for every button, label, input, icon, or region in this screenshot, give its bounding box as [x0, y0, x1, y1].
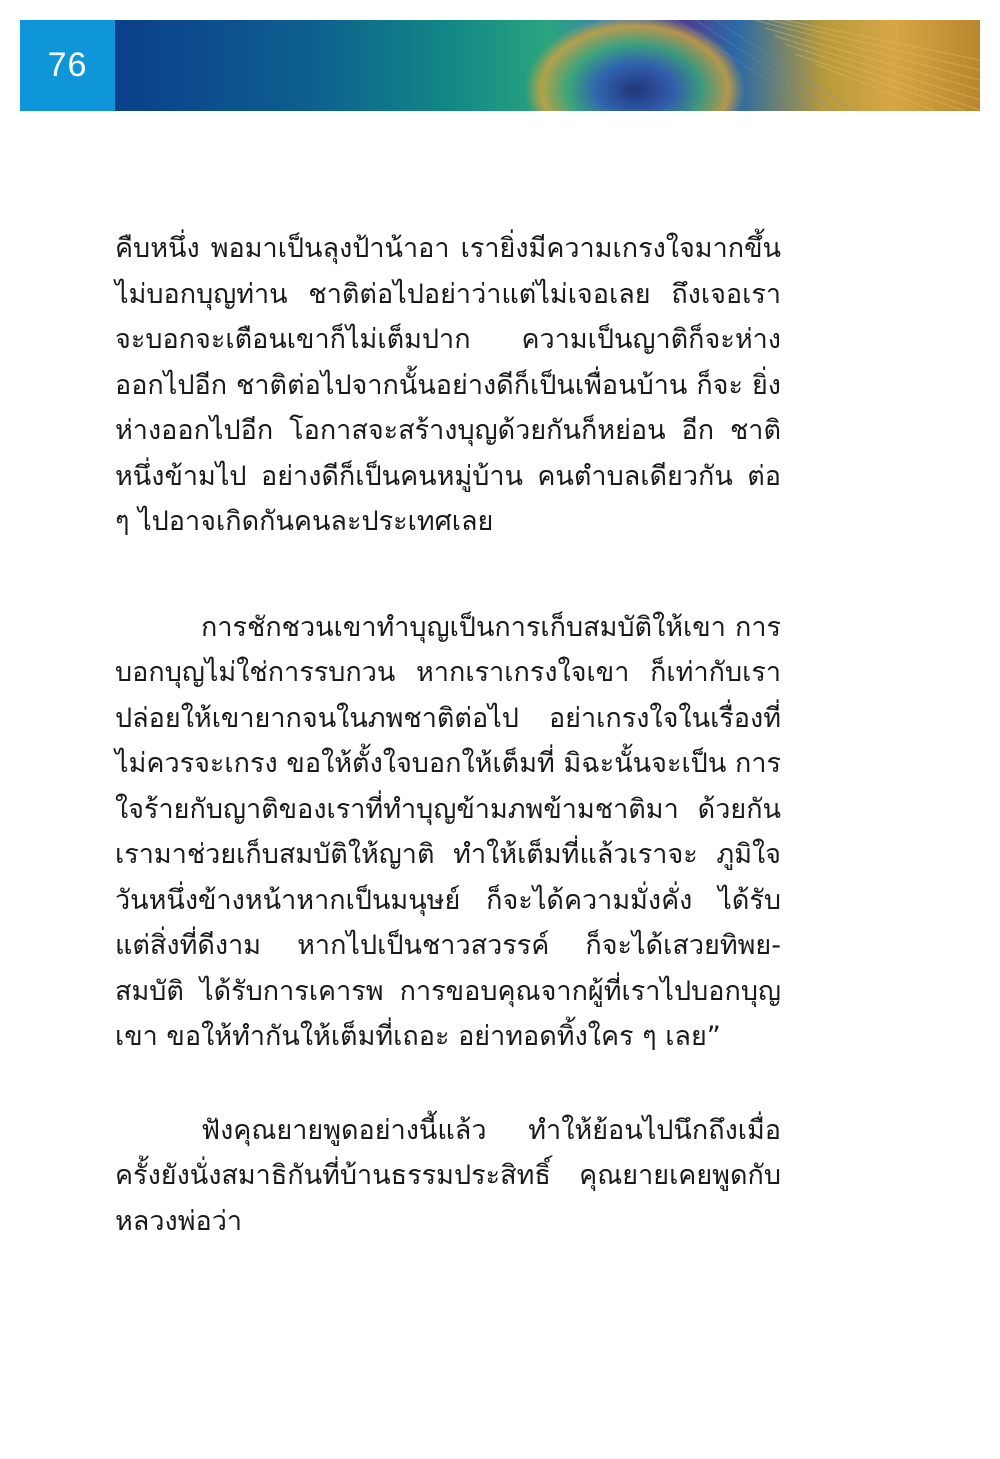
- paragraph-2: การชักชวนเขาทำบุญเป็นการเก็บสมบัติให้เขา การ บอกบุญไม่ใช่การรบกวน หากเราเกรงใจเขา ก็เท่ากับเรา ปล่อยให้เขายากจนในภพชาติต่อไป อย่าเกรงใจในเรื่องที่ ไม่ควรจะเกรง ขอให้ตั้งใจบอกให้เต็มที่ มิฉะนั้นจะเป็น การใจร้ายกับญาติของเราที่ทำบุญข้ามภพข้ามชาติมา ด้วยกัน เรามาช่วยเก็บสมบัติให้ญาติ ทำให้เต็มที่แล้วเราจะ ภูมิใจ วันหนึ่งข้างหน้าหากเป็นมนุษย์ ก็จะได้ความมั่งคั่ง ได้รับแต่สิ่งที่ดีงาม หากไปเป็นชาวสวรรค์ ก็จะได้เสวยทิพย- สมบัติ ได้รับการเคารพ การขอบคุณจากผู้ที่เราไปบอกบุญ เขา ขอให้ทำกันให้เต็มที่เถอะ อย่าทอดทิ้งใคร ๆ เลย”: [115, 611, 781, 1052]
- page-number-box: [20, 20, 115, 111]
- page-number: 76: [47, 46, 88, 84]
- peacock-feather-image: [115, 20, 980, 111]
- paragraph-1: คืบหนึ่ง พอมาเป็นลุงป้าน้าอา เรายิ่งมีความเกรงใจมากขึ้น ไม่บอกบุญท่าน ชาติต่อไปอย่าว่าแต่ไม่เจอเลย ถึงเจอเรา จะบอกจะเตือนเขาก็ไม่เต็มปาก ความเป็นญาติก็จะห่าง ออกไปอีก ชาติต่อไปจากนั้นอย่างดีก็เป็นเพื่อนบ้าน ก็จะ ยิ่งห่างออกไปอีก โอกาสจะสร้างบุญด้วยกันก็หย่อน อีก ชาติหนึ่งข้ามไป อย่างดีก็เป็นคนหมู่บ้าน คนตำบลเดียวกัน ต่อ ๆ ไปอาจเกิดกันคนละประเทศเลย: [115, 233, 781, 537]
- peacock-feather-banner: [115, 20, 980, 111]
- page-header: [20, 20, 980, 111]
- paragraph-3: ฟังคุณยายพูดอย่างนี้แล้ว ทำให้ย้อนไปนึกถึงเมื่อ ครั้งยังนั่งสมาธิกันที่บ้านธรรมประสิทธิ์ คุณยายเคยพูดกับ หลวงพ่อว่า: [115, 1114, 781, 1237]
- article-body: [115, 226, 781, 1244]
